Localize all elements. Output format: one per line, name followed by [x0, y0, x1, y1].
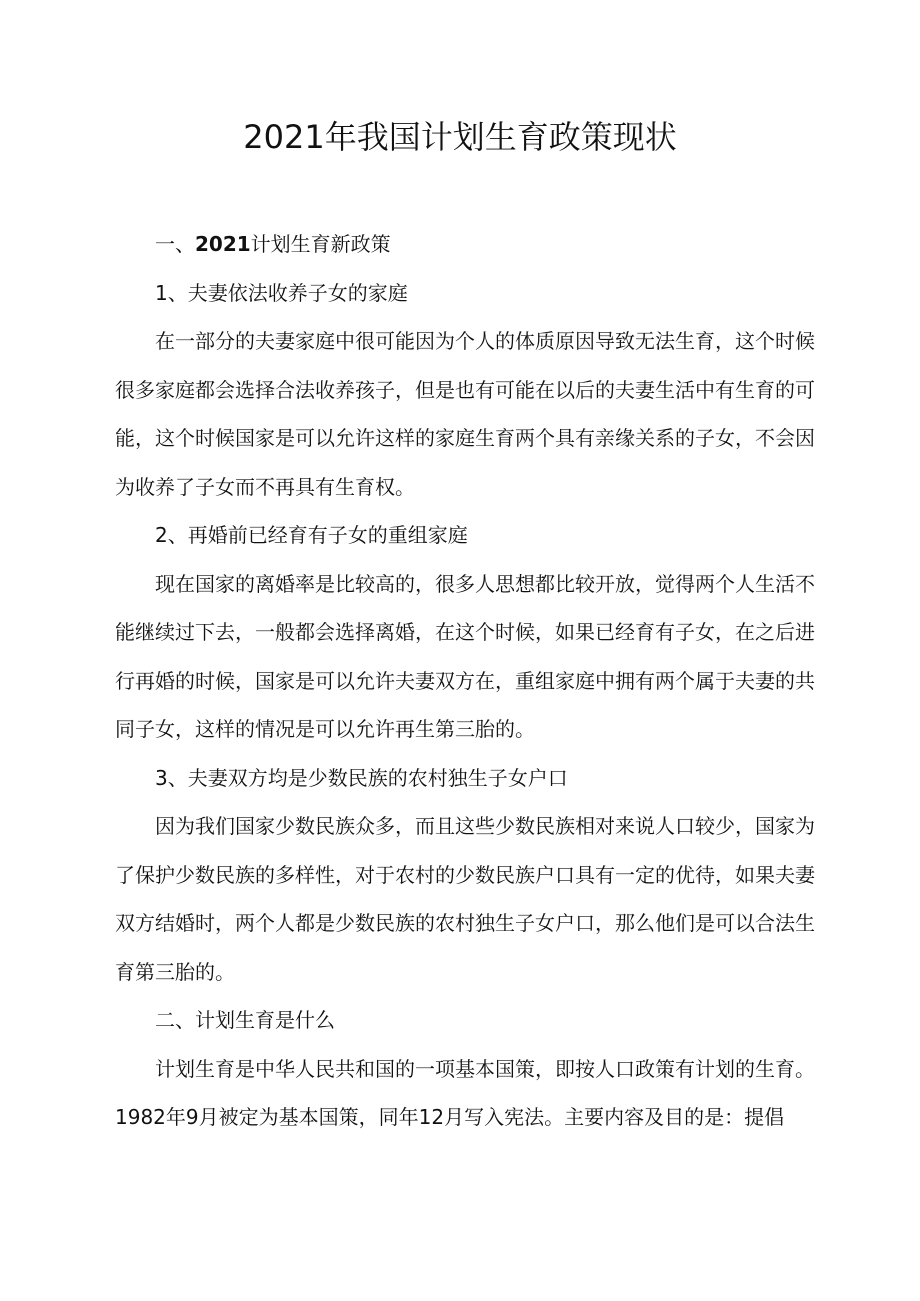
- paragraph-line: 很多家庭都会选择合法收养孩子，但是也有可能在以后的夫妻生活中有生育的可: [115, 377, 815, 402]
- document-title: 2021年我国计划生育政策现状: [243, 118, 677, 156]
- paragraph-line: 能，这个时候国家是可以允许这样的家庭生育两个具有亲缘关系的子女，不会因: [115, 426, 815, 450]
- subheading-adoption: 1、夫妻依法收养子女的家庭: [155, 280, 408, 305]
- paragraph-line: 双方结婚时，两个人都是少数民族的农村独生子女户口，那么他们是可以合法生: [115, 911, 815, 935]
- subheading-minority: 3、夫妻双方均是少数民族的农村独生子女户口: [155, 765, 568, 790]
- section-heading-what-is: 二、计划生育是什么: [155, 1008, 335, 1032]
- paragraph-line: 同子女，这样的情况是可以允许再生第三胎的。: [115, 717, 535, 741]
- paragraph-line: 因为我们国家少数民族众多，而且这些少数民族相对来说人口较少，国家为: [155, 814, 815, 838]
- subheading-remarriage: 2、再婚前已经育有子女的重组家庭: [155, 523, 468, 547]
- heading-rest: 计划生育新政策: [250, 232, 391, 256]
- paragraph-line: 现在国家的离婚率是比较高的，很多人思想都比较开放，觉得两个人生活不: [155, 571, 815, 596]
- paragraph-line: 能继续过下去，一般都会选择离婚，在这个时候，如果已经育有子女，在之后进: [115, 620, 815, 644]
- paragraph-line: 为收养了子女而不再具有生育权。: [115, 474, 415, 499]
- paragraph-line: 行再婚的时候，国家是可以允许夫妻双方在，重组家庭中拥有两个属于夫妻的共: [115, 668, 815, 693]
- paragraph-line: 了保护少数民族的多样性，对于农村的少数民族户口具有一定的优待，如果夫妻: [115, 862, 815, 887]
- paragraph-line: 在一部分的夫妻家庭中很可能因为个人的体质原因导致无法生育，这个时候: [155, 329, 815, 353]
- paragraph-line: 育第三胎的。: [115, 959, 235, 984]
- document-body: [115, 220, 815, 1142]
- heading-prefix: 一、: [155, 232, 195, 256]
- paragraph-line: 1982年9月被定为基本国策，同年12月写入宪法。主要内容及目的是：提倡: [115, 1105, 785, 1129]
- paragraph-line: 计划生育是中华人民共和国的一项基本国策，即按人口政策有计划的生育。: [155, 1056, 815, 1081]
- heading-year: 2021: [195, 232, 251, 256]
- section-heading-new-policy: [115, 220, 815, 269]
